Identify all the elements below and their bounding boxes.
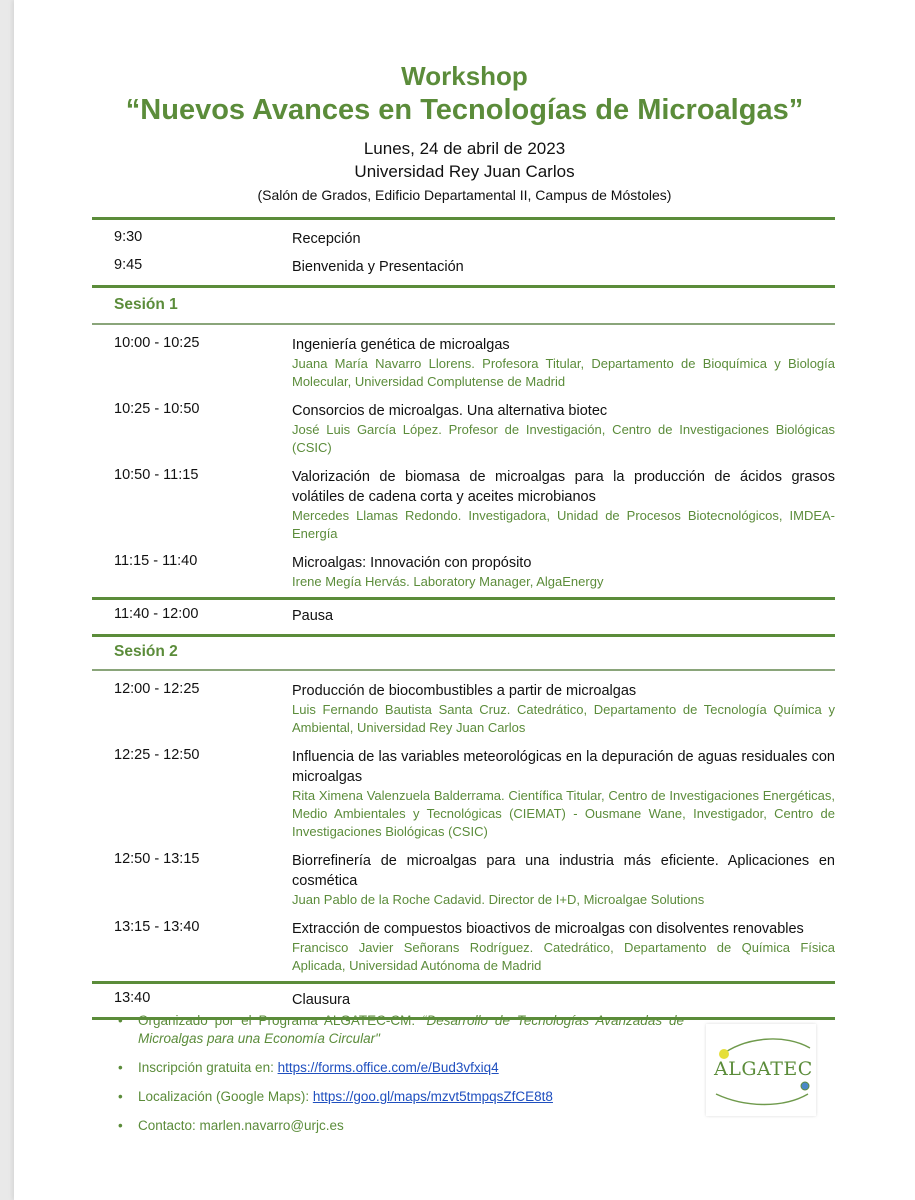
row-time: 13:40 [114, 990, 151, 1006]
organizer-program: “Desarrollo de Tecnologías Avanzadas de Microalgas para una Economía Circular" [138, 1013, 684, 1046]
row-time: 10:50 - 11:15 [114, 467, 199, 483]
talk-speaker: Juan Pablo de la Roche Cadavid. Director de I+D, Microalgae Solutions [292, 892, 705, 907]
talk-speaker: Irene Megía Hervás. Laboratory Manager, AlgaEnergy [292, 574, 604, 589]
row-time: 11:15 - 11:40 [114, 553, 198, 569]
event-venue: Universidad Rey Juan Carlos [354, 162, 575, 181]
bullet-icon: • [118, 1013, 123, 1028]
row-title: Clausura [292, 992, 351, 1008]
registration-link[interactable]: https://forms.office.com/e/Bud3vfxiq4 [277, 1060, 499, 1075]
workshop-title: Workshop [401, 61, 528, 91]
location-link[interactable]: https://goo.gl/maps/mzvt5tmpqsZfCE8t8 [312, 1089, 553, 1104]
schedule-row [92, 909, 835, 981]
talk-title: Valorización de biomasa de microalgas para la producción de ácidos grasos volátiles de cadena corta y aceites microbianos [292, 469, 835, 505]
schedule-row [92, 457, 835, 543]
row-title: Recepción [292, 231, 361, 247]
event-date: Lunes, 24 de abril de 2023 [363, 139, 566, 158]
page [14, 0, 915, 1200]
row-time: 12:25 - 12:50 [114, 747, 200, 763]
header [14, 60, 915, 206]
session-2-label: Sesión 2 [114, 643, 178, 660]
bullet-icon: • [118, 1060, 123, 1075]
schedule-row [92, 391, 835, 457]
talk-title: Ingeniería genética de microalgas [292, 337, 510, 353]
row-title: Pausa [292, 608, 334, 624]
info-notes [114, 1012, 684, 1146]
workshop-subtitle: “Nuevos Avances en Tecnologías de Microalgas” [125, 94, 804, 126]
row-title: Bienvenida y Presentación [292, 259, 464, 275]
contact-text: Contacto: marlen.navarro@urjc.es [138, 1118, 344, 1133]
talk-speaker: José Luis García López. Profesor de Investigación, Centro de Investigaciones Biológicas (CSIC) [292, 422, 835, 455]
talk-speaker: Francisco Javier Señorans Rodríguez. Catedrático, Departamento de Química Física Aplicada, Universidad Autónoma de Madrid [292, 940, 835, 973]
row-time: 12:50 - 13:15 [114, 851, 200, 867]
talk-title: Biorrefinería de microalgas para una industria más eficiente. Aplicaciones en cosmética [292, 853, 835, 889]
schedule-row [92, 325, 835, 391]
talk-speaker: Rita Ximena Valenzuela Balderrama. Científica Titular, Centro de Investigaciones Energéticas, Medio Ambientales y Tecnológicas (CIEMAT) - Ousmane Wane, Investigador, Centro de Investigaciones Biológicas (CSIC) [292, 788, 835, 839]
talk-title: Extracción de compuestos bioactivos de microalgas con disolventes renovables [292, 921, 804, 937]
schedule-row [92, 841, 835, 909]
algatec-logo [706, 1024, 816, 1116]
note-organizer [114, 1012, 684, 1048]
schedule-row [92, 543, 835, 597]
talk-title: Producción de biocombustibles a partir de microalgas [292, 683, 637, 699]
session-1-label: Sesión 1 [114, 296, 178, 313]
note-contact [114, 1117, 684, 1135]
schedule-row [92, 249, 835, 285]
row-time: 10:00 - 10:25 [114, 335, 200, 351]
schedule-row-pause [92, 600, 835, 634]
talk-speaker: Mercedes Llamas Redondo. Investigadora, Unidad de Procesos Biotecnológicos, IMDEA-Energía [292, 508, 835, 541]
row-time: 12:00 - 12:25 [114, 681, 200, 697]
row-time: 9:45 [114, 257, 143, 273]
talk-title: Consorcios de microalgas. Una alternativa biotec [292, 403, 608, 419]
talk-speaker: Luis Fernando Bautista Santa Cruz. Catedrático, Departamento de Tecnología Química y Ambiental, Universidad Rey Juan Carlos [292, 702, 835, 735]
bullet-icon: • [118, 1089, 123, 1104]
location-label: Localización (Google Maps): [138, 1089, 313, 1104]
row-time: 13:15 - 13:40 [114, 919, 200, 935]
row-time: 9:30 [114, 229, 143, 245]
bullet-icon: • [118, 1118, 123, 1133]
talk-title: Influencia de las variables meteorológicas en la depuración de aguas residuales con microalgas [292, 749, 835, 785]
row-time: 10:25 - 10:50 [114, 401, 200, 417]
schedule-row [92, 737, 835, 841]
logo-text: ALGATEC [714, 1058, 813, 1080]
schedule-row [92, 671, 835, 737]
registration-label: Inscripción gratuita en: [138, 1060, 278, 1075]
note-registration [114, 1059, 684, 1077]
talk-speaker: Juana María Navarro Llorens. Profesora Titular, Departamento de Bioquímica y Biología Molecular, Universidad Complutense de Madrid [292, 356, 835, 389]
event-room: (Salón de Grados, Edificio Departamental II, Campus de Móstoles) [257, 187, 672, 203]
note-location [114, 1088, 684, 1106]
schedule-table [92, 217, 835, 1020]
organizer-prefix: Organizado por el Programa ALGATEC-CM: [138, 1013, 423, 1028]
talk-title: Microalgas: Innovación con propósito [292, 555, 532, 571]
schedule-row [92, 220, 835, 249]
row-time: 11:40 - 12:00 [114, 606, 199, 622]
